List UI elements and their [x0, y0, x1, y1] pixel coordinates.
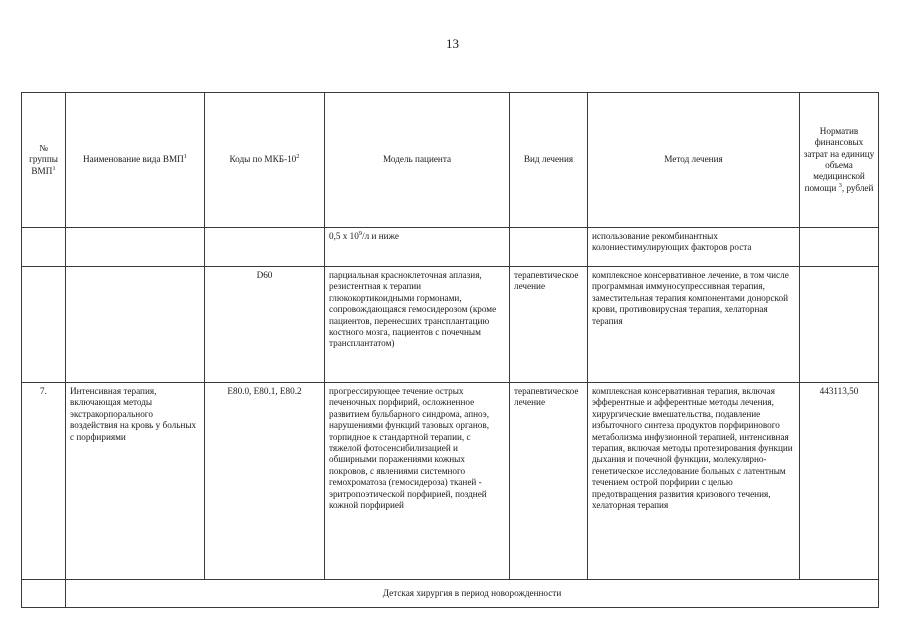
vmp-table: [21, 92, 879, 608]
section-row: [22, 580, 879, 608]
cell-group-no: 7.: [22, 383, 66, 580]
cell-treatment-method: комплексная консервативная терапия, включая эфферентные и афферентные методы лечения, хирургические вмешательства, подавление избыточного синтеза продуктов порфиринового метаболизма инфузионной терапией, интенсивная терапия, включая методы протезирования функции дыхания и почечной функции, молекулярно-генетическое исследование больных с латентным течением острой порфирии с целью предотвращения развития кризового течения, хелаторная терапия: [588, 383, 800, 580]
cell-treatment-type: терапевтическое лечение: [510, 383, 588, 580]
cell-treatment-method: комплексное консервативное лечение, в том числе программная иммуносупрессивная терапия, заместительная терапия компонентами донорской крови, противовирусная терапия, хелаторная терапия: [588, 267, 800, 383]
cell-icd-codes: [205, 228, 325, 267]
cell-cost-norm: 443113,50: [800, 383, 879, 580]
header-treatment-method: Метод лечения: [588, 93, 800, 228]
cell-patient-model: 0,5 х $10^9/л$ и ниже: [325, 228, 510, 267]
cell-vmp-name: [66, 267, 205, 383]
cell-icd-codes: D60: [205, 267, 325, 383]
table-row: [22, 228, 879, 267]
cell-cost-norm: [800, 228, 879, 267]
cell-patient-model: парциальная красноклеточная аплазия, резистентная к терапии глюкокортикоидными гормонами, сопровождающаяся гемосидерозом (кроме пациентов, перенесших трансплантацию костного мозга, пациентов с почечным трансплантатом): [325, 267, 510, 383]
table-header-row: [22, 93, 879, 228]
section-title: Детская хирургия в период новорожденности: [66, 580, 879, 608]
page-number: 13: [446, 36, 459, 51]
table-row: [22, 383, 879, 580]
header-vmp-name: Наименование вида ВМП$^1$: [66, 93, 205, 228]
cell-group-no: [22, 267, 66, 383]
header-icd-codes: Коды по МКБ-$10^2$: [205, 93, 325, 228]
table-row: [22, 267, 879, 383]
cell-patient-model: прогрессирующее течение острых печеночных порфирий, осложненное развитием бульбарного синдрома, апноэ, нарушениями функций тазовых органов, торпидное к стандартной терапии, с тяжелой фотосенсибилизацией и обширными поражениями кожных покровов, с явлениями системного гемохроматоза (гемосидероза) тканей - эритропоэтической порфирией, поздней кожной порфирией: [325, 383, 510, 580]
cell-group-no: [22, 228, 66, 267]
header-patient-model: Модель пациента: [325, 93, 510, 228]
cell-vmp-name: [66, 228, 205, 267]
header-treatment-type: Вид лечения: [510, 93, 588, 228]
cell-treatment-type: [510, 228, 588, 267]
cell-section-blank: [22, 580, 66, 608]
cell-vmp-name: Интенсивная терапия, включающая методы экстракорпорального воздействия на кровь у больных с порфириями: [66, 383, 205, 580]
header-cost-norm: Норматив финансовых затрат на единицу объема медицинской помощи $^3$, рублей: [800, 93, 879, 228]
cell-treatment-type: терапевтическое лечение: [510, 267, 588, 383]
cell-cost-norm: [800, 267, 879, 383]
cell-treatment-method: использование рекомбинантных колониестимулирующих факторов роста: [588, 228, 800, 267]
cell-icd-codes: E80.0, E80.1, E80.2: [205, 383, 325, 580]
header-group-no: № группы ВМП$^1$: [22, 93, 66, 228]
